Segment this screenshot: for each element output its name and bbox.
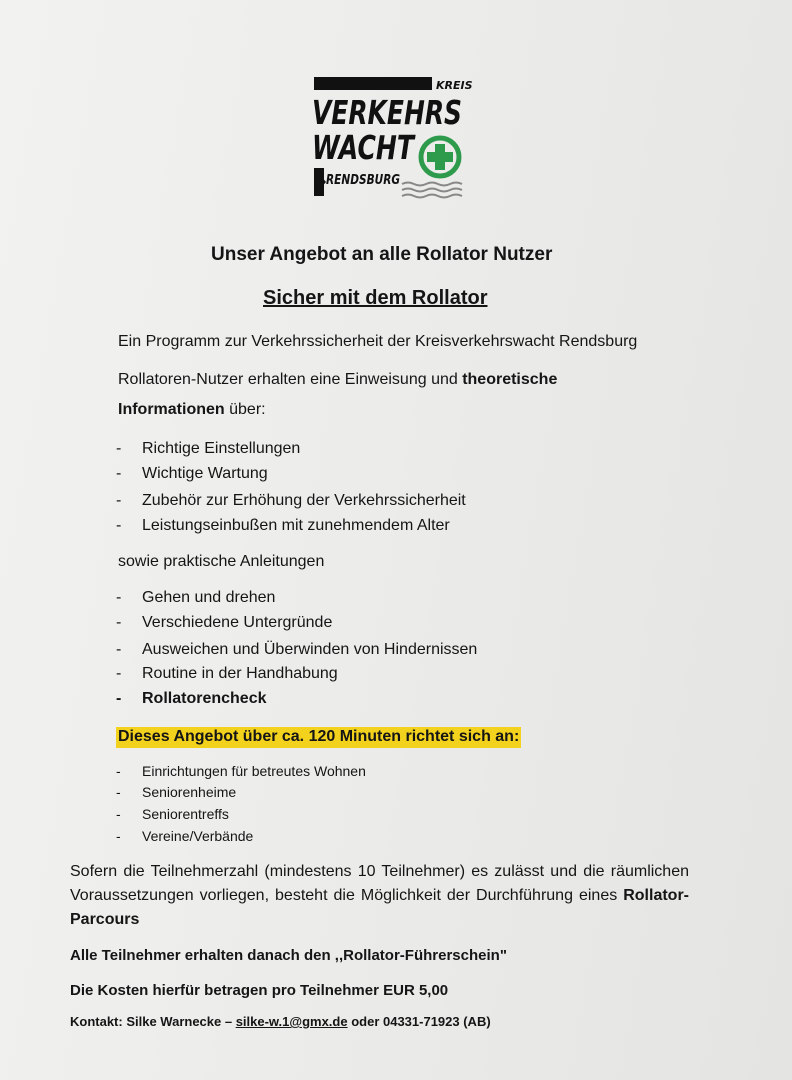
verkehrswacht-logo-graphic xyxy=(310,72,473,204)
list-item: - Vereine/Verbände xyxy=(116,828,254,844)
intro-text: Ein Programm zur Verkehrssicherheit der Kreisverkehrswacht Rendsburg xyxy=(118,333,638,350)
license-line: Alle Teilnehmer erhalten danach den ,,Rollator-Führerschein" xyxy=(70,947,507,964)
list-item: - Einrichtungen für betreutes Wohnen xyxy=(116,763,366,779)
green-cross-icon xyxy=(421,138,459,176)
info-line-2-bold: Informationen xyxy=(118,401,225,418)
wave-lines-icon xyxy=(402,183,462,198)
logo-verkehrs-text: VERKEHRS xyxy=(312,93,462,132)
contact-prefix: Kontakt: Silke Warnecke – xyxy=(70,1014,236,1029)
parcours-text: Sofern die Teilnehmerzahl (mindestens 10 Teilnehmer) es zulässt und die räumlichen Voraussetzungen vorliegen, besteht die Möglichkeit der Durchführung eines xyxy=(70,863,689,904)
list-item: - Richtige Einstellungen xyxy=(116,440,301,457)
list-item: - Verschiedene Untergründe xyxy=(116,614,333,631)
verkehrswacht-logo xyxy=(310,72,473,204)
info-line-2-text: über: xyxy=(224,401,266,418)
contact-line xyxy=(70,1014,491,1029)
contact-email-link[interactable]: silke-w.1@gmx.de xyxy=(235,1014,348,1029)
list-item: - Seniorenheime xyxy=(116,784,237,800)
list-item: - Leistungseinbußen mit zunehmendem Alter xyxy=(116,517,450,534)
offer-heading: Unser Angebot an alle Rollator Nutzer xyxy=(211,244,553,265)
practice-intro: sowie praktische Anleitungen xyxy=(118,553,325,570)
parcours-paragraph xyxy=(70,860,689,932)
list-item: - Rollatorencheck xyxy=(116,690,267,707)
list-item: - Routine in der Handhabung xyxy=(116,665,338,682)
parcours-bold: Rollator-Parcours xyxy=(70,887,689,928)
info-line-1-bold: theoretische xyxy=(462,371,558,388)
list-item: - Wichtige Wartung xyxy=(116,465,268,482)
list-item: - Ausweichen und Überwinden von Hindernissen xyxy=(116,641,478,658)
program-title: Sicher mit dem Rollator xyxy=(263,287,488,309)
info-line-2 xyxy=(118,401,266,419)
list-item: - Zubehör zur Erhöhung der Verkehrssicherheit xyxy=(116,492,466,509)
cost-line: Die Kosten hierfür betragen pro Teilnehmer EUR 5,00 xyxy=(70,982,449,999)
logo-wacht-text: WACHT xyxy=(312,128,416,167)
list-item: - Gehen und drehen xyxy=(116,589,276,606)
audience-heading: Dieses Angebot über ca. 120 Minuten richtet sich an: xyxy=(116,727,521,748)
logo-rendsburg-text: RENDSBURG xyxy=(326,173,401,188)
list-item: - Seniorentreffs xyxy=(116,806,229,822)
logo-kreis-text: KREIS xyxy=(436,79,473,92)
info-line-1 xyxy=(118,371,557,389)
contact-suffix: oder 04331-71923 (AB) xyxy=(347,1014,491,1029)
info-line-1-text: Rollatoren-Nutzer erhalten eine Einweisung und xyxy=(118,371,463,388)
